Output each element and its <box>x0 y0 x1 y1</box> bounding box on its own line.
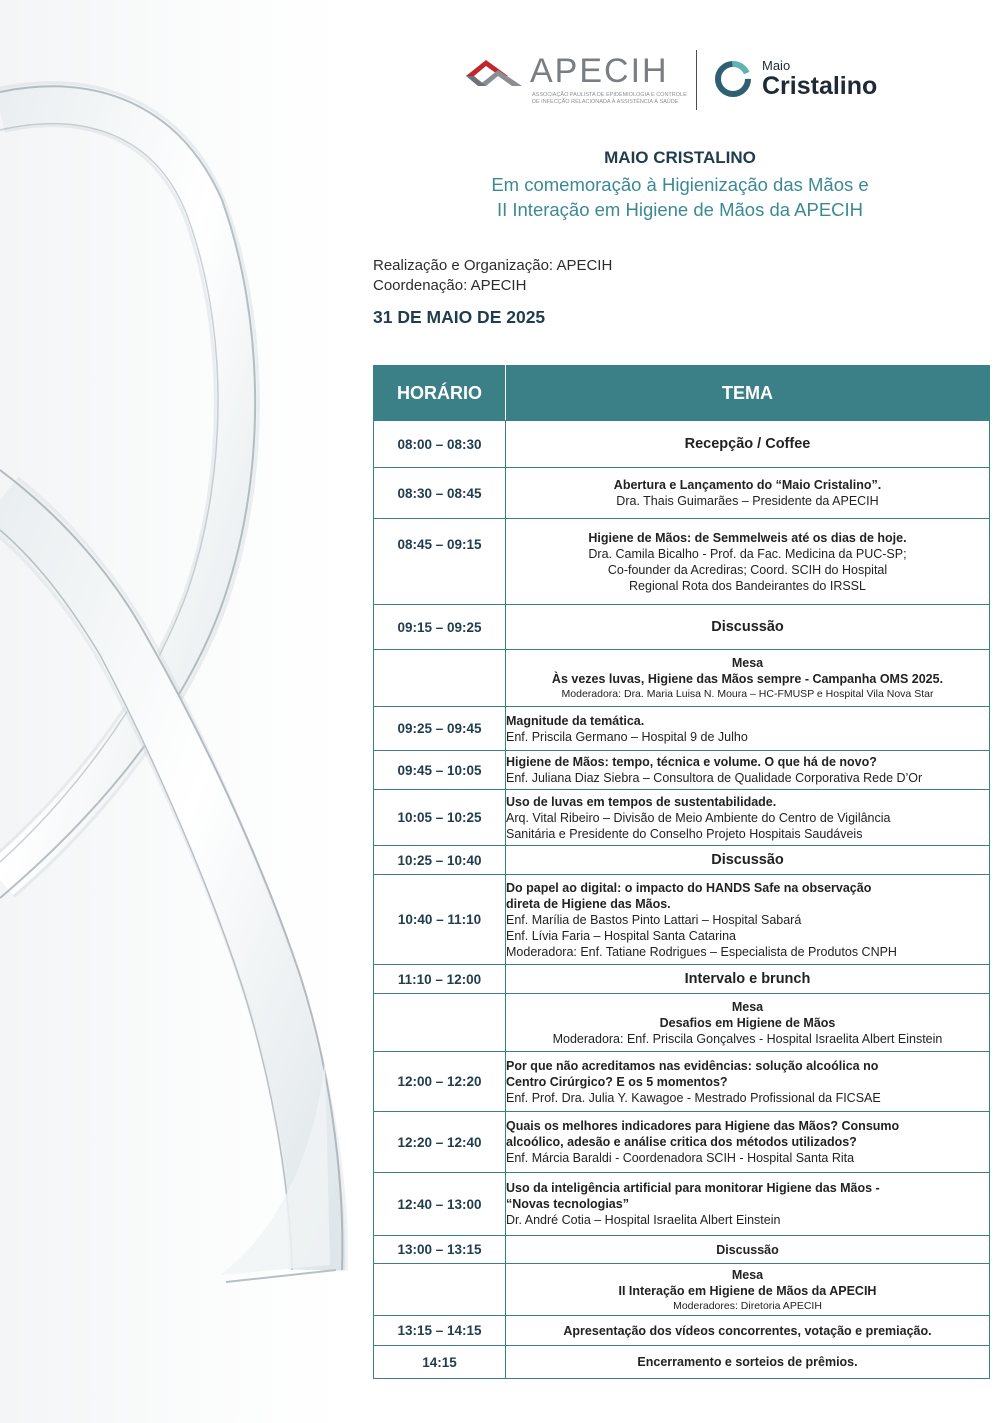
speaker-text: Enf. Priscila Germano – Hospital 9 de Julho <box>506 729 748 744</box>
table-row <box>374 468 990 519</box>
ribbon-icon <box>0 0 348 1423</box>
topic-cell <box>506 751 990 790</box>
table-row <box>374 1112 990 1173</box>
speaker-text: Arq. Vital Ribeiro – Divisão de Meio Ambiente do Centro de Vigilância <box>506 810 891 825</box>
time-cell: 08:30 – 08:45 <box>374 468 506 519</box>
speaker-text: Dra. Camila Bicalho - Prof. da Fac. Medicina da PUC-SP; <box>588 546 907 561</box>
moderator-text: Moderadora: Dra. Maria Luisa N. Moura – HC-FMUSP e Hospital Vila Nova Star <box>561 688 934 700</box>
campaign-logo-small: Maio <box>762 58 791 73</box>
topic-cell <box>506 605 990 650</box>
time-cell: 10:05 – 10:25 <box>374 790 506 846</box>
speaker-text: Enf. Márcia Baraldi - Coordenadora SCIH - Hospital Santa Rita <box>506 1151 855 1165</box>
time-cell: 13:00 – 13:15 <box>374 1236 506 1264</box>
table-row <box>374 1052 990 1112</box>
campaign-logo-big: Cristalino <box>762 72 878 100</box>
topic-cell <box>506 519 990 605</box>
time-cell: 09:15 – 09:25 <box>374 605 506 650</box>
schedule-table <box>373 365 990 1379</box>
time-cell <box>374 994 506 1052</box>
topic-title-cont: alcoólico, adesão e análise critica dos métodos utilizados? <box>506 1135 857 1149</box>
topic-title: Uso de luvas em tempos de sustentabilidade. <box>506 794 777 809</box>
topic-cell <box>506 650 990 707</box>
logo-divider <box>696 50 697 110</box>
speaker-text: Dr. André Cotia – Hospital Israelita Albert Einstein <box>506 1213 781 1227</box>
topic-title: Quais os melhores indicadores para Higiene das Mãos? Consumo <box>506 1119 900 1133</box>
time-cell: 09:45 – 10:05 <box>374 751 506 790</box>
topic-title: Encerramento e sorteios de prêmios. <box>637 1355 858 1369</box>
topic-cell <box>506 1236 990 1264</box>
speaker-text: Sanitária e Presidente do Conselho Projeto Hospitais Saudáveis <box>506 826 863 841</box>
table-row <box>374 650 990 707</box>
apecih-subtitle: ASSOCIAÇÃO PAULISTA DE EPIDEMIOLOGIA E CONTROLE DE INFECÇÃO RELACIONADA À ASSISTÊNCIA À SAÚDE <box>532 92 687 105</box>
topic-cell <box>506 468 990 519</box>
speaker-text: Dra. Thais Guimarães – Presidente da APECIH <box>616 494 879 508</box>
header-logos <box>460 48 900 114</box>
topic-title-cont: Centro Cirúrgico? E os 5 momentos? <box>506 1074 728 1089</box>
topic-cell <box>506 1264 990 1316</box>
time-cell: 08:00 – 08:30 <box>374 421 506 468</box>
topic-title: Recepção / Coffee <box>684 436 811 452</box>
speaker-text: Enf. Lívia Faria – Hospital Santa Catarina <box>506 928 736 943</box>
table-row <box>374 1173 990 1236</box>
time-cell: 09:25 – 09:45 <box>374 707 506 751</box>
topic-cell <box>506 1052 990 1112</box>
table-row <box>374 875 990 965</box>
time-cell: 10:40 – 11:10 <box>374 875 506 965</box>
topic-title: Uso da inteligência artificial para monitorar Higiene das Mãos - <box>506 1181 880 1195</box>
page-title: MAIO CRISTALINO <box>604 148 756 167</box>
topic-title: Desafios em Higiene de Mãos <box>659 1015 836 1030</box>
moderator-text: Moderadora: Enf. Tatiane Rodrigues – Especialista de Produtos CNPH <box>506 944 897 959</box>
moderator-text: Moderadora: Enf. Priscila Gonçalves - Hospital Israelita Albert Einstein <box>552 1031 943 1046</box>
time-cell: 14:15 <box>374 1346 506 1379</box>
organization-text: Realização e Organização: APECIH <box>373 257 613 274</box>
speaker-text: Enf. Marília de Bastos Pinto Lattari – Hospital Sabará <box>506 912 802 927</box>
time-cell <box>374 650 506 707</box>
topic-title-cont: “Novas tecnologias” <box>506 1197 629 1211</box>
table-row <box>374 605 990 650</box>
speaker-text: Regional Rota dos Bandeirantes do IRSSL <box>629 578 866 593</box>
speaker-text: Enf. Juliana Diaz Siebra – Consultora de Qualidade Corporativa Rede D’Or <box>506 771 923 785</box>
table-row <box>374 707 990 751</box>
topic-cell <box>506 707 990 751</box>
topic-cell <box>506 1112 990 1173</box>
topic-title: Higiene de Mãos: tempo, técnica e volume. O que há de novo? <box>506 755 877 769</box>
topic-title: Discussão <box>711 852 784 868</box>
table-row <box>374 846 990 875</box>
apecih-logo-icon <box>464 56 524 90</box>
time-cell: 13:15 – 14:15 <box>374 1316 506 1346</box>
table-row <box>374 1316 990 1346</box>
topic-cell <box>506 846 990 875</box>
table-row <box>374 994 990 1052</box>
topic-cell <box>506 965 990 994</box>
time-cell: 12:40 – 13:00 <box>374 1173 506 1236</box>
subtitle-line-2: II Interação em Higiene de Mãos da APECIH <box>496 199 864 220</box>
topic-cell <box>506 790 990 846</box>
topic-cell <box>506 1173 990 1236</box>
time-cell: 10:25 – 10:40 <box>374 846 506 875</box>
topic-cell <box>506 1346 990 1379</box>
topic-title-cont: direta de Higiene das Mãos. <box>506 896 671 911</box>
topic-title: II Interação em Higiene de Mãos da APECIH <box>618 1283 877 1298</box>
header-topic: TEMA <box>506 366 990 421</box>
cristalino-logo-icon <box>712 58 754 100</box>
title-block <box>380 148 980 222</box>
time-cell: 08:45 – 09:15 <box>374 519 506 605</box>
info-block <box>373 256 973 328</box>
coordination-text: Coordenação: APECIH <box>373 277 527 294</box>
session-label: Mesa <box>731 656 764 670</box>
speaker-text: Co-founder da Acrediras; Coord. SCIH do Hospital <box>607 562 888 577</box>
topic-title: Discussão <box>716 1242 779 1257</box>
table-header-row <box>374 366 990 421</box>
topic-title: Abertura e Lançamento do “Maio Cristalino”. <box>613 478 882 492</box>
topic-title: Por que não acreditamos nas evidências: solução alcoólica no <box>506 1058 879 1073</box>
time-cell <box>374 1264 506 1316</box>
topic-title: Magnitude da temática. <box>506 713 645 728</box>
table-row <box>374 1346 990 1379</box>
topic-cell <box>506 994 990 1052</box>
topic-cell <box>506 421 990 468</box>
topic-title: Intervalo e brunch <box>684 971 811 987</box>
topic-title: Do papel ao digital: o impacto do HANDS Safe na observação <box>506 880 872 895</box>
table-row <box>374 1236 990 1264</box>
table-row <box>374 751 990 790</box>
topic-title: Higiene de Mãos: de Semmelweis até os dias de hoje. <box>588 530 907 545</box>
event-date: 31 DE MAIO DE 2025 <box>373 307 546 327</box>
session-label: Mesa <box>731 999 764 1014</box>
subtitle-line-1: Em comemoração à Higienização das Mãos e <box>491 174 869 195</box>
speaker-text: Enf. Prof. Dra. Julia Y. Kawagoe - Mestrado Profissional da FICSAE <box>506 1090 881 1105</box>
table-row <box>374 421 990 468</box>
topic-title: Apresentação dos vídeos concorrentes, votação e premiação. <box>563 1323 932 1338</box>
session-label: Mesa <box>731 1267 764 1282</box>
table-row <box>374 1264 990 1316</box>
moderator-text: Moderadores: Diretoria APECIH <box>673 1299 822 1312</box>
table-row <box>374 790 990 846</box>
time-cell: 11:10 – 12:00 <box>374 965 506 994</box>
time-cell: 12:20 – 12:40 <box>374 1112 506 1173</box>
table-row <box>374 965 990 994</box>
crystal-ribbon-image <box>0 0 348 1423</box>
topic-title: Às vezes luvas, Higiene das Mãos sempre - Campanha OMS 2025. <box>551 672 944 686</box>
table-row <box>374 519 990 605</box>
topic-cell <box>506 875 990 965</box>
apecih-name: APECIH <box>530 52 669 90</box>
time-cell: 12:00 – 12:20 <box>374 1052 506 1112</box>
header-time: HORÁRIO <box>374 366 506 421</box>
topic-title: Discussão <box>711 619 784 635</box>
topic-cell <box>506 1316 990 1346</box>
